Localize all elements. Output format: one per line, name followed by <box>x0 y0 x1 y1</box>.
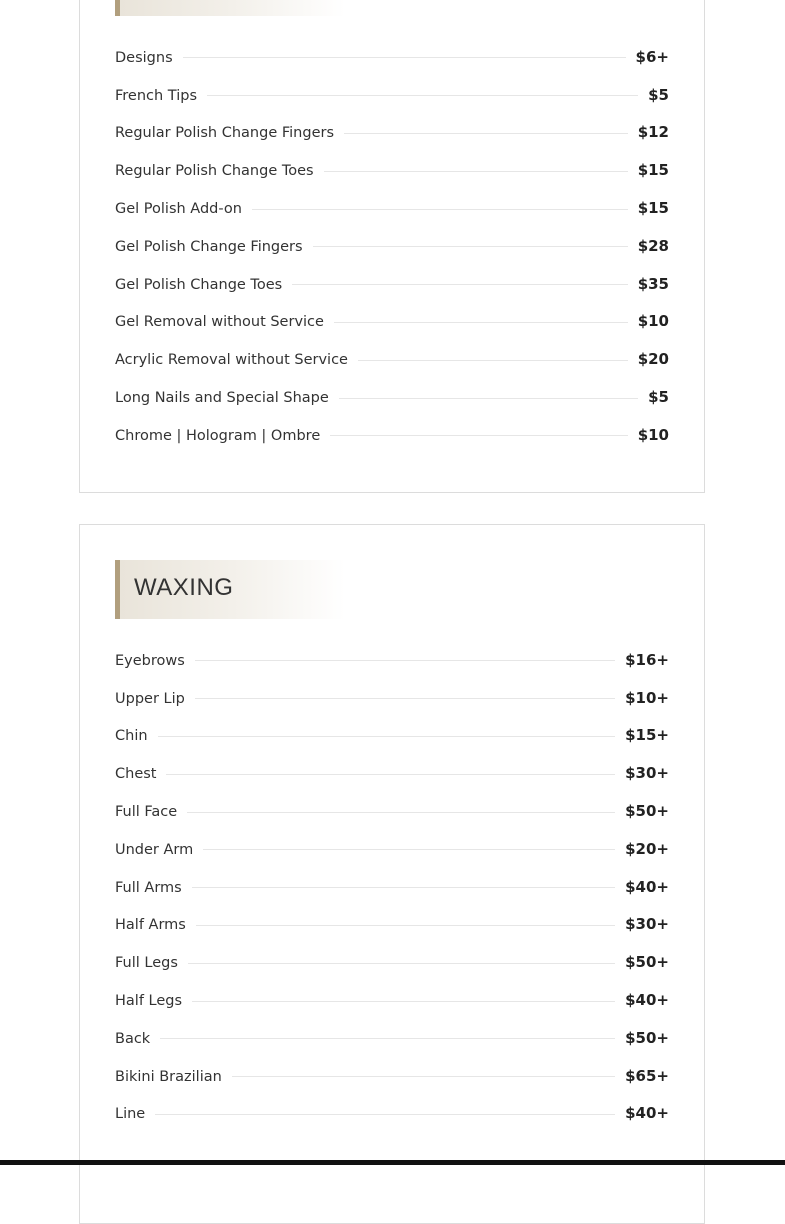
price-row <box>115 228 669 266</box>
leader-line <box>195 698 615 699</box>
service-price: $5 <box>648 85 669 104</box>
service-price: $15 <box>637 199 669 218</box>
price-row <box>115 1020 669 1058</box>
leader-line <box>187 812 615 813</box>
service-name: Gel Polish Change Fingers <box>115 238 303 255</box>
price-row <box>115 115 669 153</box>
service-price: $30+ <box>625 915 669 934</box>
service-name: Regular Polish Change Fingers <box>115 125 335 142</box>
price-row <box>115 793 669 831</box>
price-row <box>115 680 669 718</box>
service-price: $40+ <box>625 877 669 896</box>
leader-line <box>192 887 615 888</box>
leader-line <box>358 360 628 361</box>
service-name: Designs <box>115 49 173 66</box>
price-row <box>115 266 669 304</box>
service-name: Gel Polish Add-on <box>115 201 242 218</box>
service-price: $28 <box>637 236 669 255</box>
price-row <box>115 417 669 455</box>
service-name: Full Face <box>115 804 178 821</box>
leader-line <box>232 1076 615 1077</box>
price-row <box>115 869 669 907</box>
price-row <box>115 77 669 115</box>
service-name: Chin <box>115 728 148 745</box>
leader-line <box>160 1038 615 1039</box>
waxing-card <box>79 524 705 1224</box>
service-name: Half Legs <box>115 993 183 1010</box>
service-price: $50+ <box>625 1028 669 1047</box>
section-heading <box>115 560 345 619</box>
service-price: $20+ <box>625 839 669 858</box>
service-name: Full Arms <box>115 879 182 896</box>
service-name: French Tips <box>115 87 198 104</box>
service-price: $30+ <box>625 764 669 783</box>
service-price: $12 <box>637 123 669 142</box>
service-price: $5 <box>648 388 669 407</box>
price-row <box>115 190 669 228</box>
service-price: $65+ <box>625 1066 669 1085</box>
price-row <box>115 755 669 793</box>
service-name: Acrylic Removal without Service <box>115 352 348 369</box>
leader-line <box>324 171 628 172</box>
service-price: $10 <box>637 312 669 331</box>
leader-line <box>166 774 615 775</box>
price-row <box>115 1096 669 1134</box>
service-name: Eyebrows <box>115 652 185 669</box>
leader-line <box>188 963 615 964</box>
service-name: Chest <box>115 766 157 783</box>
price-row <box>115 831 669 869</box>
price-row <box>115 379 669 417</box>
service-price: $50+ <box>625 802 669 821</box>
leader-line <box>203 849 615 850</box>
price-row <box>115 642 669 680</box>
service-price: $20 <box>637 350 669 369</box>
leader-line <box>339 398 638 399</box>
leader-line <box>334 322 628 323</box>
nail-extras-card <box>79 0 705 493</box>
leader-line <box>183 57 626 58</box>
service-price: $15+ <box>625 726 669 745</box>
footer-bar <box>0 1160 785 1165</box>
price-row <box>115 982 669 1020</box>
section-heading <box>115 0 345 16</box>
price-list <box>115 39 669 455</box>
leader-line <box>192 1001 615 1002</box>
service-name: Gel Removal without Service <box>115 314 324 331</box>
price-row <box>115 304 669 342</box>
price-row <box>115 1058 669 1096</box>
leader-line <box>313 246 628 247</box>
leader-line <box>252 209 628 210</box>
price-row <box>115 152 669 190</box>
service-name: Back <box>115 1030 151 1047</box>
service-price: $50+ <box>625 953 669 972</box>
leader-line <box>155 1114 615 1115</box>
leader-line <box>344 133 628 134</box>
service-price: $10+ <box>625 688 669 707</box>
service-price: $16+ <box>625 650 669 669</box>
leader-line <box>158 736 616 737</box>
leader-line <box>195 660 615 661</box>
service-name: Half Arms <box>115 917 186 934</box>
service-price: $15 <box>637 161 669 180</box>
price-row <box>115 944 669 982</box>
service-name: Line <box>115 1106 146 1123</box>
service-name: Regular Polish Change Toes <box>115 163 314 180</box>
price-row <box>115 718 669 756</box>
price-row <box>115 39 669 77</box>
leader-line <box>292 284 628 285</box>
service-name: Under Arm <box>115 841 194 858</box>
leader-line <box>330 435 627 436</box>
service-name: Bikini Brazilian <box>115 1068 222 1085</box>
price-row <box>115 341 669 379</box>
leader-line <box>196 925 615 926</box>
service-name: Upper Lip <box>115 690 185 707</box>
service-name: Gel Polish Change Toes <box>115 276 283 293</box>
leader-line <box>207 95 638 96</box>
service-name: Chrome | Hologram | Ombre <box>115 427 321 444</box>
service-name: Full Legs <box>115 955 178 972</box>
section-title: WAXING <box>134 574 234 601</box>
service-name: Long Nails and Special Shape <box>115 390 329 407</box>
service-price: $10 <box>637 425 669 444</box>
service-price: $35 <box>637 274 669 293</box>
price-list <box>115 642 669 1133</box>
service-price: $40+ <box>625 1104 669 1123</box>
price-row <box>115 907 669 945</box>
service-price: $40+ <box>625 991 669 1010</box>
service-price: $6+ <box>635 47 669 66</box>
